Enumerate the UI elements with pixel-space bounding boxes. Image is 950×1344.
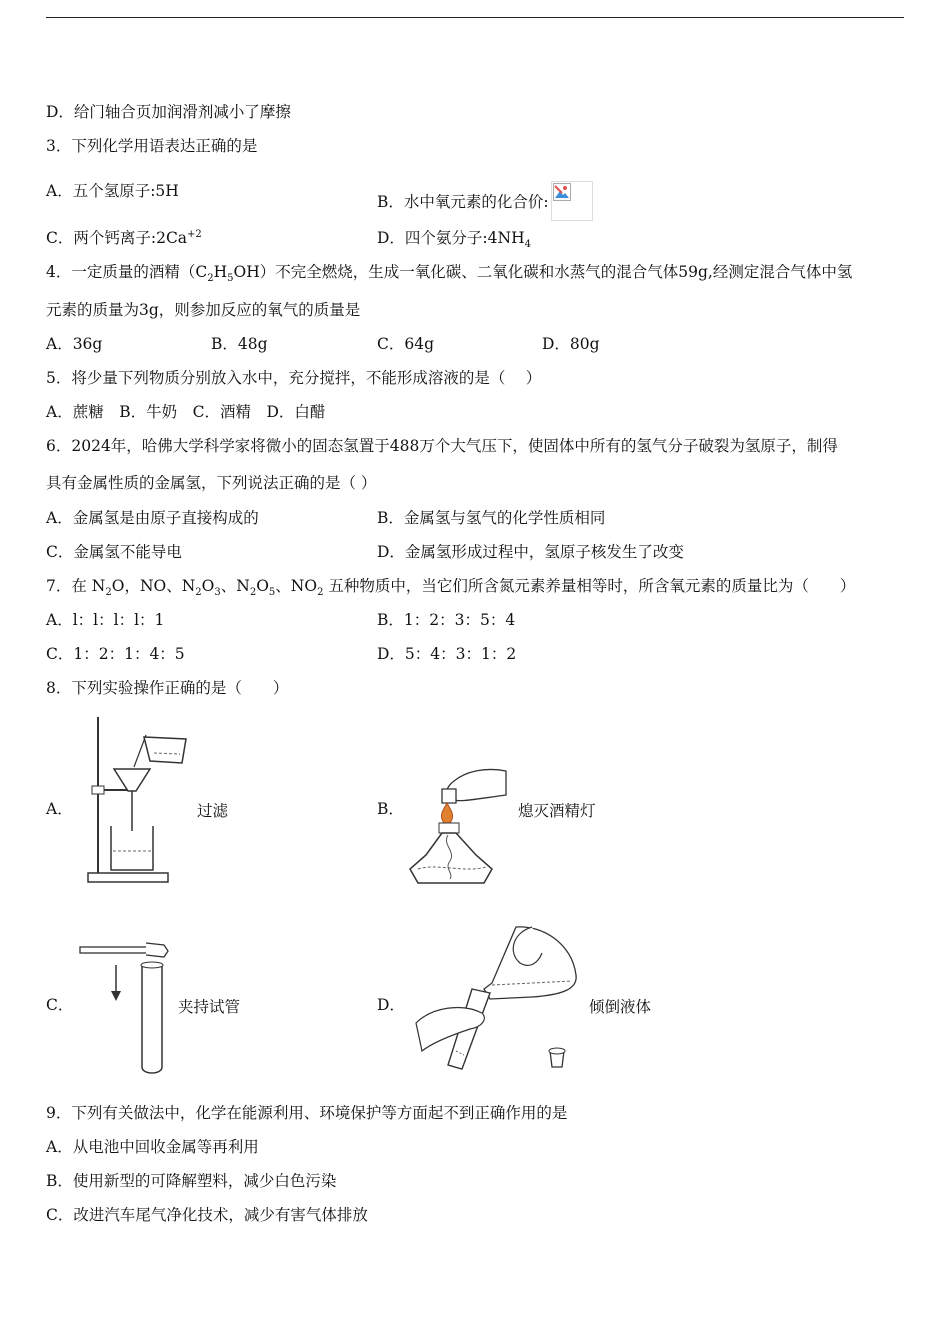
q8-option-d-caption: 倾倒液体 xyxy=(589,998,652,1016)
alcohol-lamp-illustration xyxy=(406,765,512,887)
q6-option-a: A．金属氢是由原子直接构成的 xyxy=(46,509,259,527)
q7-part: O，NO、N xyxy=(111,577,196,595)
q5-stem: 5．将少量下列物质分别放入水中，充分搅拌，不能形成溶液的是（ ） xyxy=(46,369,542,387)
q8-option-c-label: C． xyxy=(46,996,74,1014)
q3-d-subscript: 4 xyxy=(524,239,531,251)
q6-stem-line1: 6．2024年，哈佛大学科学家将微小的固态氢置于488万个大气压下，使固体中所有的氢气分子破裂为氢原子，制得 xyxy=(46,437,838,455)
q4-stem-part: OH）不完全燃烧，生成一氧化碳、二氧化碳和水蒸气的混合气体59g,经测定混合气体中氢 xyxy=(233,263,853,281)
q4-stem-line2: 元素的质量为3g，则参加反应的氧气的质量是 xyxy=(46,301,361,319)
q7-sub: 2 xyxy=(105,587,112,599)
q7-option-d: D．5：4：3：1：2 xyxy=(377,645,517,663)
q7-part: 7．在 N xyxy=(46,577,106,595)
q6-stem-line2: 具有金属性质的金属氢，下列说法正确的是（ ） xyxy=(46,474,377,492)
q5-options: A．蔗糖 B．牛奶 C．酒精 D．白醋 xyxy=(46,403,326,421)
q7-part: 五种物质中，当它们所含氮元素养量相等时，所含氧元素的质量比为（ ） xyxy=(323,577,856,595)
pouring-liquid-illustration xyxy=(412,923,582,1073)
q7-sub: 2 xyxy=(249,587,257,599)
q4-option-c: C．64g xyxy=(377,335,435,353)
q4-stem-part: H xyxy=(213,263,228,281)
q7-option-c: C．1：2：1：4：5 xyxy=(46,645,185,663)
q7-stem xyxy=(46,576,856,599)
q7-option-a: A．l：l：l：l：1 xyxy=(46,611,165,629)
q2-option-d: D．给门轴合页加润滑剂减小了摩擦 xyxy=(46,103,291,121)
q8-option-d-label: D． xyxy=(377,996,405,1014)
q4-option-d: D．80g xyxy=(542,335,600,353)
q4-sub: 2 xyxy=(207,273,214,285)
q7-sub: 2 xyxy=(317,587,324,599)
q4-option-a: A．36g xyxy=(46,335,103,353)
q7-option-b: B．1：2：3：5：4 xyxy=(377,611,516,629)
q7-sub: 5 xyxy=(268,587,276,599)
q3-c-text: C．两个钙离子:2Ca xyxy=(46,229,188,247)
filtration-illustration xyxy=(84,713,194,885)
q6-option-d: D．金属氢形成过程中，氢原子核发生了改变 xyxy=(377,543,684,561)
q4-stem-line1 xyxy=(46,262,853,285)
q8-option-a-caption: 过滤 xyxy=(197,802,229,820)
q7-sub: 2 xyxy=(195,587,202,599)
q3-c-charge: +2 xyxy=(187,228,202,240)
q8-stem: 8．下列实验操作正确的是（ ） xyxy=(46,679,289,697)
q7-part: O xyxy=(256,577,269,595)
q9-option-c: C．改进汽车尾气净化技术，减少有害气体排放 xyxy=(46,1206,368,1224)
q8-option-c-caption: 夹持试管 xyxy=(178,998,241,1016)
q3-option-b-text: B．水中氧元素的化合价: xyxy=(377,193,549,211)
q9-option-b: B．使用新型的可降解塑料，减少白色污染 xyxy=(46,1172,337,1190)
q9-option-a: A．从电池中回收金属等再利用 xyxy=(46,1138,259,1156)
q4-stem-part: 4．一定质量的酒精（C xyxy=(46,263,208,281)
q7-part: 、N xyxy=(220,577,250,595)
q6-option-c: C．金属氢不能导电 xyxy=(46,543,182,561)
q8-option-b-caption: 熄灭酒精灯 xyxy=(518,802,596,820)
q3-option-c xyxy=(46,228,202,248)
q3-option-a: A．五个氢原子:5H xyxy=(46,182,179,200)
q9-stem: 9．下列有关做法中，化学在能源利用、环境保护等方面起不到正确作用的是 xyxy=(46,1104,568,1122)
q6-option-b: B．金属氢与氢气的化学性质相同 xyxy=(377,509,606,527)
header-rule xyxy=(46,17,904,18)
q3-option-b xyxy=(377,181,593,221)
q7-part: O xyxy=(201,577,215,595)
q8-option-b-label: B． xyxy=(377,800,404,818)
q3-stem: 3．下列化学用语表达正确的是 xyxy=(46,137,258,155)
q7-sub: 3 xyxy=(214,587,221,599)
broken-image-icon xyxy=(551,181,593,221)
test-tube-holder-illustration xyxy=(76,939,172,1077)
q8-option-a-label: A． xyxy=(46,800,73,818)
q3-d-text: D．四个氨分子:4NH xyxy=(377,229,525,247)
q3-option-d xyxy=(377,228,531,251)
q4-sub: 5 xyxy=(227,273,234,285)
q4-option-b: B．48g xyxy=(211,335,268,353)
q7-part: 、NO xyxy=(275,577,318,595)
